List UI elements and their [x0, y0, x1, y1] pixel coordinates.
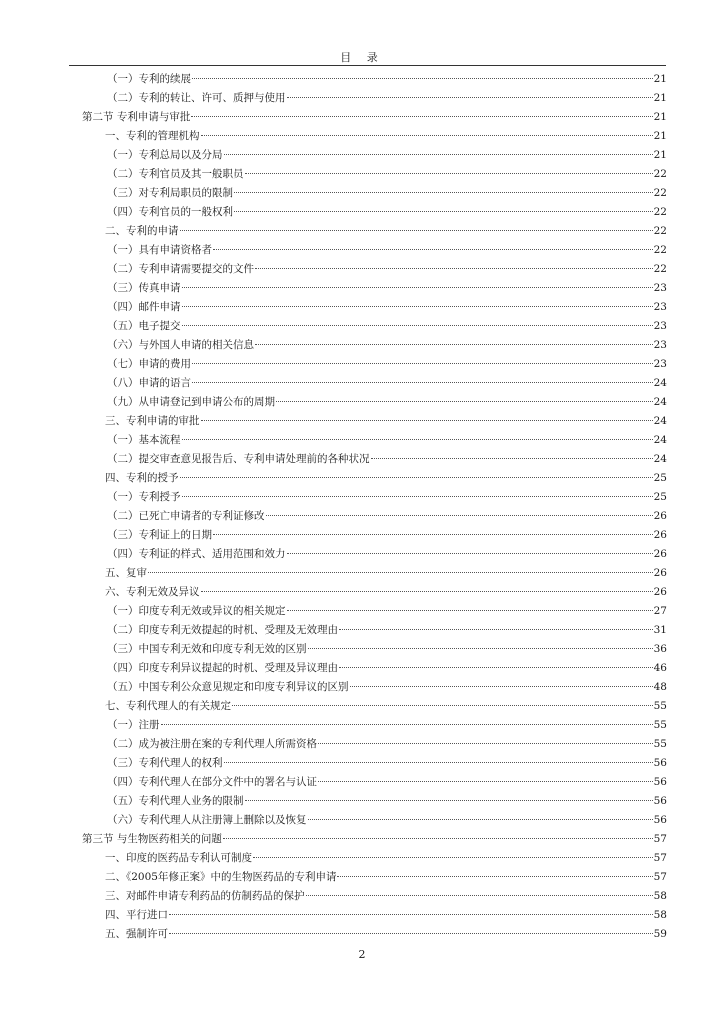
toc-entry-title: （一）专利总局以及分局 — [107, 149, 223, 161]
toc-leader-dots — [232, 705, 653, 706]
toc-entry-title: （二）成为被注册在案的专利代理人所需资格 — [107, 738, 317, 750]
toc-leader-dots — [192, 363, 653, 364]
toc-entry-title: （七）申请的费用 — [107, 358, 191, 370]
toc-entry-page: 59 — [653, 928, 667, 940]
toc-entry-title: （二）已死亡申请者的专利证修改 — [107, 510, 265, 522]
toc-entry-title: 三、专利申请的审批 — [105, 415, 200, 427]
toc-entry-page: 24 — [653, 396, 667, 408]
toc-entry[interactable] — [0, 507, 667, 526]
toc-entry-title: （三）传真申请 — [107, 282, 181, 294]
toc-entry-page: 21 — [653, 149, 667, 161]
toc-entry-page: 25 — [653, 472, 667, 484]
toc-entry-page: 23 — [653, 358, 667, 370]
toc-entry-page: 22 — [653, 206, 667, 218]
toc-entry-page: 26 — [653, 567, 667, 579]
toc-leader-dots — [350, 686, 653, 687]
toc-leader-dots — [201, 420, 653, 421]
toc-entry[interactable] — [0, 640, 667, 659]
toc-entry-title: （二）提交审查意见报告后、专利申请处理前的各种状况 — [107, 453, 370, 465]
toc-entry-page: 21 — [653, 92, 667, 104]
toc-entry[interactable] — [0, 792, 667, 811]
toc-entry[interactable] — [0, 469, 667, 488]
toc-entry[interactable] — [0, 887, 667, 906]
toc-entry-title: 一、印度的医药品专利认可制度 — [105, 852, 252, 864]
toc-entry-page: 27 — [653, 605, 667, 617]
toc-entry-page: 58 — [653, 909, 667, 921]
toc-entry[interactable] — [0, 849, 667, 868]
toc-entry-title: （四）邮件申请 — [107, 301, 181, 313]
toc-entry-title: （五）专利代理人业务的限制 — [107, 795, 244, 807]
toc-entry[interactable] — [0, 260, 667, 279]
toc-entry[interactable] — [0, 412, 667, 431]
toc-entry-title: 第三节 与生物医药相关的问题 — [82, 833, 222, 845]
toc-entry-page: 24 — [653, 415, 667, 427]
toc-entry[interactable] — [0, 70, 667, 89]
toc-leader-dots — [224, 762, 653, 763]
toc-entry-page: 58 — [653, 890, 667, 902]
toc-leader-dots — [213, 534, 653, 535]
toc-entry-title: （四）专利代理人在部分文件中的署名与认证 — [107, 776, 317, 788]
toc-leader-dots — [182, 287, 653, 288]
toc-leader-dots — [169, 933, 653, 934]
toc-entry-title: （八）申请的语言 — [107, 377, 191, 389]
toc-entry-title: （三）专利代理人的权利 — [107, 757, 223, 769]
toc-entry[interactable] — [0, 488, 667, 507]
toc-entry-page: 56 — [653, 757, 667, 769]
toc-leader-dots — [192, 78, 653, 79]
toc-leader-dots — [182, 496, 653, 497]
toc-entry-title: （一）基本流程 — [107, 434, 181, 446]
toc-entry-page: 56 — [653, 776, 667, 788]
toc-entry[interactable] — [0, 735, 667, 754]
toc-entry[interactable] — [0, 127, 667, 146]
toc-leader-dots — [201, 591, 653, 592]
toc-entry-page: 24 — [653, 453, 667, 465]
toc-entry-title: 七、专利代理人的有关规定 — [105, 700, 231, 712]
toc-entry-page: 23 — [653, 320, 667, 332]
toc-entry[interactable] — [0, 773, 667, 792]
toc-leader-dots — [161, 724, 653, 725]
toc-entry[interactable] — [0, 222, 667, 241]
toc-entry-title: （二）专利的转让、许可、质押与使用 — [107, 92, 286, 104]
toc-entry[interactable] — [0, 298, 667, 317]
toc-leader-dots — [308, 819, 653, 820]
toc-entry-title: （四）专利官员的一般权利 — [107, 206, 233, 218]
toc-entry-title: 四、平行进口 — [105, 909, 168, 921]
toc-entry[interactable] — [0, 336, 667, 355]
toc-entry-title: （一）专利的续展 — [107, 73, 191, 85]
toc-leader-dots — [201, 135, 653, 136]
toc-leader-dots — [255, 268, 653, 269]
toc-entry-page: 23 — [653, 339, 667, 351]
toc-entry-page: 23 — [653, 282, 667, 294]
toc-entry[interactable] — [0, 545, 667, 564]
toc-leader-dots — [182, 439, 653, 440]
table-of-contents — [0, 70, 724, 944]
toc-leader-dots — [308, 648, 653, 649]
toc-leader-dots — [255, 344, 653, 345]
header-divider — [69, 65, 666, 66]
toc-entry[interactable] — [0, 925, 667, 944]
toc-entry-page: 25 — [653, 491, 667, 503]
toc-leader-dots — [224, 154, 653, 155]
toc-entry-page: 57 — [653, 871, 667, 883]
toc-leader-dots — [287, 553, 653, 554]
toc-entry-page: 22 — [653, 244, 667, 256]
toc-entry[interactable] — [0, 564, 667, 583]
toc-entry-title: （二）印度专利无效提起的时机、受理及无效理由 — [107, 624, 338, 636]
page-header-title: 目 录 — [340, 51, 384, 64]
toc-entry-page: 36 — [653, 643, 667, 655]
toc-entry[interactable] — [0, 241, 667, 260]
toc-leader-dots — [182, 325, 653, 326]
toc-entry-page: 57 — [653, 833, 667, 845]
toc-entry-title: （一）具有申请资格者 — [107, 244, 212, 256]
toc-entry-page: 21 — [653, 111, 667, 123]
toc-entry-page: 57 — [653, 852, 667, 864]
toc-entry-title: （三）专利证上的日期 — [107, 529, 212, 541]
toc-entry-title: （一）专利授予 — [107, 491, 181, 503]
toc-leader-dots — [287, 97, 653, 98]
toc-entry[interactable] — [0, 830, 667, 849]
toc-entry[interactable] — [0, 317, 667, 336]
toc-leader-dots — [337, 876, 652, 877]
toc-leader-dots — [318, 781, 653, 782]
toc-entry-page: 24 — [653, 434, 667, 446]
toc-entry-page: 55 — [653, 700, 667, 712]
toc-entry-title: （四）专利证的样式、适用范围和效力 — [107, 548, 286, 560]
toc-entry-title: （九）从申请登记到申请公布的周期 — [107, 396, 275, 408]
toc-entry-page: 22 — [653, 187, 667, 199]
toc-entry-title: （二）专利申请需要提交的文件 — [107, 263, 254, 275]
toc-entry-title: （三）中国专利无效和印度专利无效的区别 — [107, 643, 307, 655]
toc-entry[interactable] — [0, 108, 667, 127]
toc-entry[interactable] — [0, 621, 667, 640]
toc-leader-dots — [339, 667, 653, 668]
toc-entry-page: 21 — [653, 73, 667, 85]
toc-entry[interactable] — [0, 602, 667, 621]
toc-leader-dots — [234, 211, 653, 212]
toc-leader-dots — [339, 629, 653, 630]
toc-entry-title: 三、对邮件申请专利药品的仿制药品的保护 — [105, 890, 305, 902]
toc-entry[interactable] — [0, 165, 667, 184]
toc-leader-dots — [245, 173, 653, 174]
toc-entry[interactable] — [0, 146, 667, 165]
toc-entry-title: 五、强制许可 — [105, 928, 168, 940]
toc-entry-page: 26 — [653, 510, 667, 522]
toc-leader-dots — [245, 800, 653, 801]
toc-entry[interactable] — [0, 374, 667, 393]
toc-leader-dots — [213, 249, 653, 250]
toc-entry-page: 55 — [653, 719, 667, 731]
toc-leader-dots — [191, 116, 652, 117]
toc-entry[interactable] — [0, 279, 667, 298]
toc-entry[interactable] — [0, 431, 667, 450]
toc-leader-dots — [182, 306, 653, 307]
toc-entry-page: 31 — [653, 624, 667, 636]
toc-entry-title: （三）对专利局职员的限制 — [107, 187, 233, 199]
toc-entry-title: 二、《2005年修正案》中的生物医药品的专利申请 — [105, 871, 337, 883]
toc-entry-page: 56 — [653, 814, 667, 826]
toc-entry[interactable] — [0, 906, 667, 925]
toc-entry-page: 22 — [653, 225, 667, 237]
toc-entry-title: 第二节 专利申请与审批 — [82, 111, 191, 123]
toc-entry-title: 二、专利的申请 — [105, 225, 179, 237]
toc-entry[interactable] — [0, 355, 667, 374]
toc-leader-dots — [371, 458, 653, 459]
toc-entry-title: （五）电子提交 — [107, 320, 181, 332]
toc-entry-title: 一、专利的管理机构 — [105, 130, 200, 142]
toc-entry[interactable] — [0, 393, 667, 412]
toc-entry-page: 26 — [653, 529, 667, 541]
toc-entry[interactable] — [0, 526, 667, 545]
toc-entry-title: 五、复审 — [105, 567, 147, 579]
toc-leader-dots — [148, 572, 653, 573]
toc-entry-title: 六、专利无效及异议 — [105, 586, 200, 598]
toc-entry[interactable] — [0, 811, 667, 830]
toc-entry-page: 26 — [653, 548, 667, 560]
toc-entry-title: （四）印度专利异议提起的时机、受理及异议理由 — [107, 662, 338, 674]
toc-leader-dots — [287, 610, 653, 611]
toc-entry-title: （六）专利代理人从注册簿上删除以及恢复 — [107, 814, 307, 826]
toc-entry-page: 22 — [653, 168, 667, 180]
toc-entry-page: 22 — [653, 263, 667, 275]
toc-entry-page: 46 — [653, 662, 667, 674]
toc-entry[interactable] — [0, 203, 667, 222]
toc-entry-page: 48 — [653, 681, 667, 693]
toc-entry[interactable] — [0, 754, 667, 773]
toc-entry[interactable] — [0, 184, 667, 203]
toc-entry-title: （六）与外国人申请的相关信息 — [107, 339, 254, 351]
toc-entry-page: 21 — [653, 130, 667, 142]
toc-leader-dots — [234, 192, 653, 193]
toc-leader-dots — [266, 515, 653, 516]
toc-entry-page: 23 — [653, 301, 667, 313]
toc-entry[interactable] — [0, 697, 667, 716]
page-number: 2 — [358, 948, 366, 961]
toc-leader-dots — [253, 857, 653, 858]
toc-leader-dots — [318, 743, 653, 744]
toc-leader-dots — [276, 401, 653, 402]
toc-entry[interactable] — [0, 868, 667, 887]
toc-entry[interactable] — [0, 450, 667, 469]
toc-leader-dots — [223, 838, 653, 839]
toc-entry-page: 24 — [653, 377, 667, 389]
toc-entry[interactable] — [0, 716, 667, 735]
toc-entry-title: （一）注册 — [107, 719, 160, 731]
toc-entry-title: （五）中国专利公众意见规定和印度专利异议的区别 — [107, 681, 349, 693]
toc-entry-title: 四、专利的授予 — [105, 472, 179, 484]
toc-leader-dots — [169, 914, 653, 915]
toc-entry-title: （二）专利官员及其一般职员 — [107, 168, 244, 180]
toc-leader-dots — [192, 382, 653, 383]
toc-entry-page: 56 — [653, 795, 667, 807]
toc-entry[interactable] — [0, 678, 667, 697]
toc-entry-page: 26 — [653, 586, 667, 598]
toc-entry[interactable] — [0, 89, 667, 108]
toc-entry-title: （一）印度专利无效或异议的相关规定 — [107, 605, 286, 617]
toc-leader-dots — [306, 895, 653, 896]
toc-entry[interactable] — [0, 659, 667, 678]
toc-leader-dots — [180, 230, 653, 231]
toc-entry[interactable] — [0, 583, 667, 602]
toc-entry-page: 55 — [653, 738, 667, 750]
toc-leader-dots — [180, 477, 653, 478]
